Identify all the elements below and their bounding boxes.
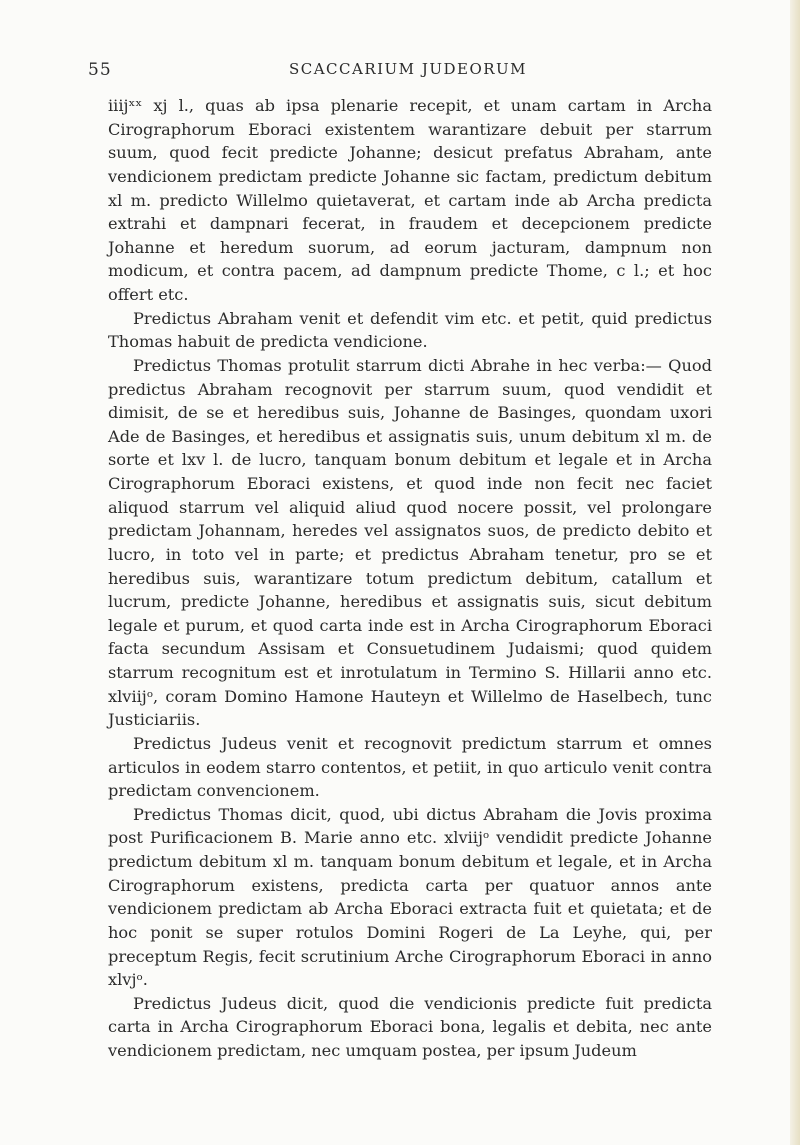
page-number: 55 [88,60,112,80]
paragraph: Predictus Judeus dicit, quod die vendicionis predicte fuit predicta carta in Archa Cirographorum Eboraci bona, legalis et debita, nec ante vendicionem predictam, nec umquam postea, per ipsum Judeum [108,993,712,1060]
paragraph: Predictus Judeus venit et recognovit predictum starrum et omnes articulos in eodem starro contentos, et petiit, in quo articulo venit contra predictam convencionem. [108,733,712,801]
page-header [88,60,728,84]
paragraph: Predictus Thomas protulit starrum dicti Abrahe in hec verba:— Quod predictus Abraham recognovit per starrum suum, quod vendidit et dimisit, de se et heredibus suis, Johanne de Basinges, quondam uxori Ade de Basinges, et heredibus et assignatis suis, unum debitum xl m. de sorte et lxv l. de lucro, tanquam bonum debitum et legale et in Archa Cirographorum Eboraci existens, et quod inde non fecit nec faciet aliquod starrum vel aliquid aliud quod nocere possit, vel prolongare predictam Johannam, heredes vel assignatos suos, de predicto debito et lucro, in toto vel in parte; et predictus Abraham tenetur, pro se et heredibus suis, warantizare totum predictum debitum, catallum et lucrum, predicte Johanne, heredibus et assignatis suis, sicut debitum legale et purum, et quod carta inde est in Archa Cirographorum Eboraci facta secundum Assisam et Consuetudinem Judaismi; quod quidem starrum recognitum est et inrotulatum in Termino S. Hillarii anno etc. xlviijᵒ, coram Domino Hamone Hauteyn et Willelmo de Haselbech, tunc Justiciariis. [108,355,712,730]
running-head: SCACCARIUM JUDEORUM [288,60,528,78]
page-edge [790,0,800,1145]
body-text [108,94,712,1063]
paragraph: Predictus Abraham venit et defendit vim etc. et petit, quid predictus Thomas habuit de predicta vendicione. [108,308,712,352]
paragraph: Predictus Thomas dicit, quod, ubi dictus Abraham die Jovis proxima post Purificacionem B. Marie anno etc. xlviijᵒ vendidit predicte Johanne predictum debitum xl m. tanquam bonum debitum et legale, et in Archa Cirographorum existens, predicta carta per quatuor annos ante vendicionem predictam ab Archa Eboraci extracta fuit et quietata; et de hoc ponit se super rotulos Domini Rogeri de La Leyhe, qui, per preceptum Regis, fecit scrutinium Arche Cirographorum Eboraci in anno xlvjᵒ. [108,804,712,990]
paragraph: iiijˣˣ xj l., quas ab ipsa plenarie recepit, et unam cartam in Archa Cirographorum Eboraci existentem warantizare debuit per starrum suum, quod fecit predicte Johanne; desicut prefatus Abraham, ante vendicionem predictam predicte Johanne sic factam, predictum debitum xl m. predicto Willelmo quietaverat, et cartam inde ab Archa predicta extrahi et dampnari fecerat, in fraudem et decepcionem predicte Johanne et heredum suorum, ad eorum jacturam, dampnum non modicum, et contra pacem, ad dampnum predicte Thome, c l.; et hoc offert etc. [108,96,712,304]
